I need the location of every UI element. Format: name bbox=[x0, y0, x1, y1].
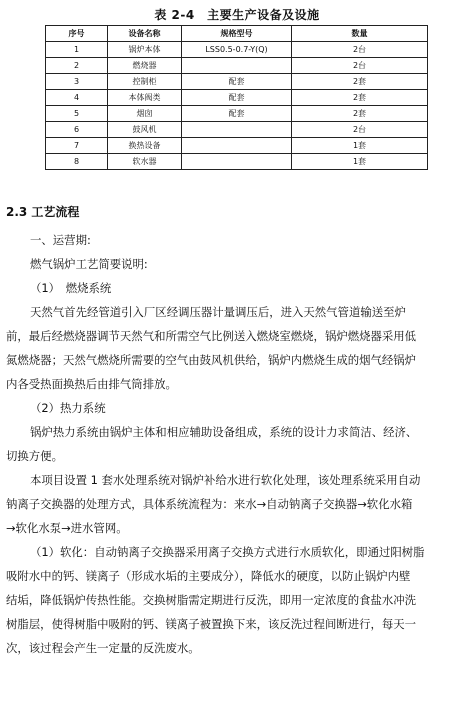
table-cell: 2 bbox=[46, 58, 108, 74]
table-cell: 2台 bbox=[292, 42, 428, 58]
table-cell: 烟囱 bbox=[108, 106, 182, 122]
table-cell bbox=[182, 138, 292, 154]
table-row bbox=[46, 74, 428, 90]
paragraph-line: 氮燃烧器；天然气燃烧所需要的空气由鼓风机供给，锅炉内燃烧生成的烟气经锅炉 bbox=[6, 353, 417, 367]
table-title: 表 2-4 主要生产设备及设施 bbox=[154, 8, 320, 22]
table-row bbox=[46, 106, 428, 122]
table-cell: LSS0.5-0.7-Y(Q) bbox=[182, 42, 292, 58]
table-cell bbox=[182, 58, 292, 74]
table-cell: 2套 bbox=[292, 74, 428, 90]
paragraph-line: 本项目设置 1 套水处理系统对锅炉补给水进行软化处理，该处理系统采用自动 bbox=[30, 473, 421, 487]
table-cell: 配套 bbox=[182, 74, 292, 90]
table-cell: 6 bbox=[46, 122, 108, 138]
paragraph-line: 天然气首先经管道引入厂区经调压器计量调压后，进入天然气管道输送至炉 bbox=[30, 305, 406, 319]
table-cell: 4 bbox=[46, 90, 108, 106]
table-cell: 软水器 bbox=[108, 154, 182, 170]
equipment-table bbox=[45, 25, 428, 170]
table-cell: 8 bbox=[46, 154, 108, 170]
table-cell: 本体阀类 bbox=[108, 90, 182, 106]
header-cell-model: 规格型号 bbox=[182, 26, 292, 42]
table-cell: 1 bbox=[46, 42, 108, 58]
table-row bbox=[46, 138, 428, 154]
table-cell: 2台 bbox=[292, 122, 428, 138]
table-row bbox=[46, 90, 428, 106]
table-cell bbox=[182, 122, 292, 138]
table-cell: 2台 bbox=[292, 58, 428, 74]
table-row bbox=[46, 122, 428, 138]
table-cell: 控制柜 bbox=[108, 74, 182, 90]
table-row bbox=[46, 154, 428, 170]
table-row bbox=[46, 58, 428, 74]
table-cell: 2套 bbox=[292, 90, 428, 106]
body-text-block bbox=[6, 228, 468, 660]
item1-title: （1） 燃烧系统 bbox=[30, 281, 112, 295]
table-cell: 2套 bbox=[292, 106, 428, 122]
paragraph-line: 钠离子交换器的处理方式，具体系统流程为：来水→自动钠离子交换器→软化水箱 bbox=[6, 497, 413, 511]
table-cell: 鼓风机 bbox=[108, 122, 182, 138]
paragraph-line: 次，该过程会产生一定量的反洗废水。 bbox=[6, 641, 200, 655]
table-cell: 3 bbox=[46, 74, 108, 90]
paragraph-line: →软化水泵→进水管网。 bbox=[6, 521, 128, 535]
table-cell: 配套 bbox=[182, 90, 292, 106]
paragraph-line: 锅炉热力系统由锅炉主体和相应辅助设备组成，系统的设计力求简洁、经济、 bbox=[30, 425, 418, 439]
paragraph-line: 吸附水中的钙、镁离子（形成水垢的主要成分），降低水的硬度，以防止锅炉内壁 bbox=[6, 569, 411, 583]
paragraph-line: （1）软化：自动钠离子交换器采用离子交换方式进行水质软化，即通过阳树脂 bbox=[30, 545, 425, 559]
table-cell: 1套 bbox=[292, 138, 428, 154]
table-cell: 锅炉本体 bbox=[108, 42, 182, 58]
table-cell: 1套 bbox=[292, 154, 428, 170]
table-cell: 7 bbox=[46, 138, 108, 154]
table-cell: 燃烧器 bbox=[108, 58, 182, 74]
intro-line: 燃气锅炉工艺简要说明: bbox=[30, 257, 148, 271]
subsection-title: 一、运营期: bbox=[30, 233, 91, 247]
table-header-row bbox=[46, 26, 428, 42]
paragraph-line: 前，最后经燃烧器调节天然气和所需空气比例送入燃烧室燃烧，锅炉燃烧器采用低 bbox=[6, 329, 417, 343]
table-cell bbox=[182, 154, 292, 170]
paragraph-line: 树脂层，使得树脂中吸附的钙、镁离子被置换下来，该反洗过程间断进行，每天一 bbox=[6, 617, 417, 631]
paragraph-line: 结垢，降低锅炉传热性能。交换树脂需定期进行反洗，即用一定浓度的食盐水冲洗 bbox=[6, 593, 417, 607]
header-cell-number: 序号 bbox=[46, 26, 108, 42]
paragraph-line: 切换方便。 bbox=[6, 449, 63, 463]
table-cell: 配套 bbox=[182, 106, 292, 122]
item2-title: （2）热力系统 bbox=[30, 401, 106, 415]
table-row bbox=[46, 42, 428, 58]
section-heading: 2.3 工艺流程 bbox=[6, 205, 80, 219]
header-cell-quantity: 数量 bbox=[292, 26, 428, 42]
paragraph-line: 内各受热面换热后由排气筒排放。 bbox=[6, 377, 177, 391]
table-cell: 5 bbox=[46, 106, 108, 122]
header-cell-equipment-name: 设备名称 bbox=[108, 26, 182, 42]
table-cell: 换热设备 bbox=[108, 138, 182, 154]
